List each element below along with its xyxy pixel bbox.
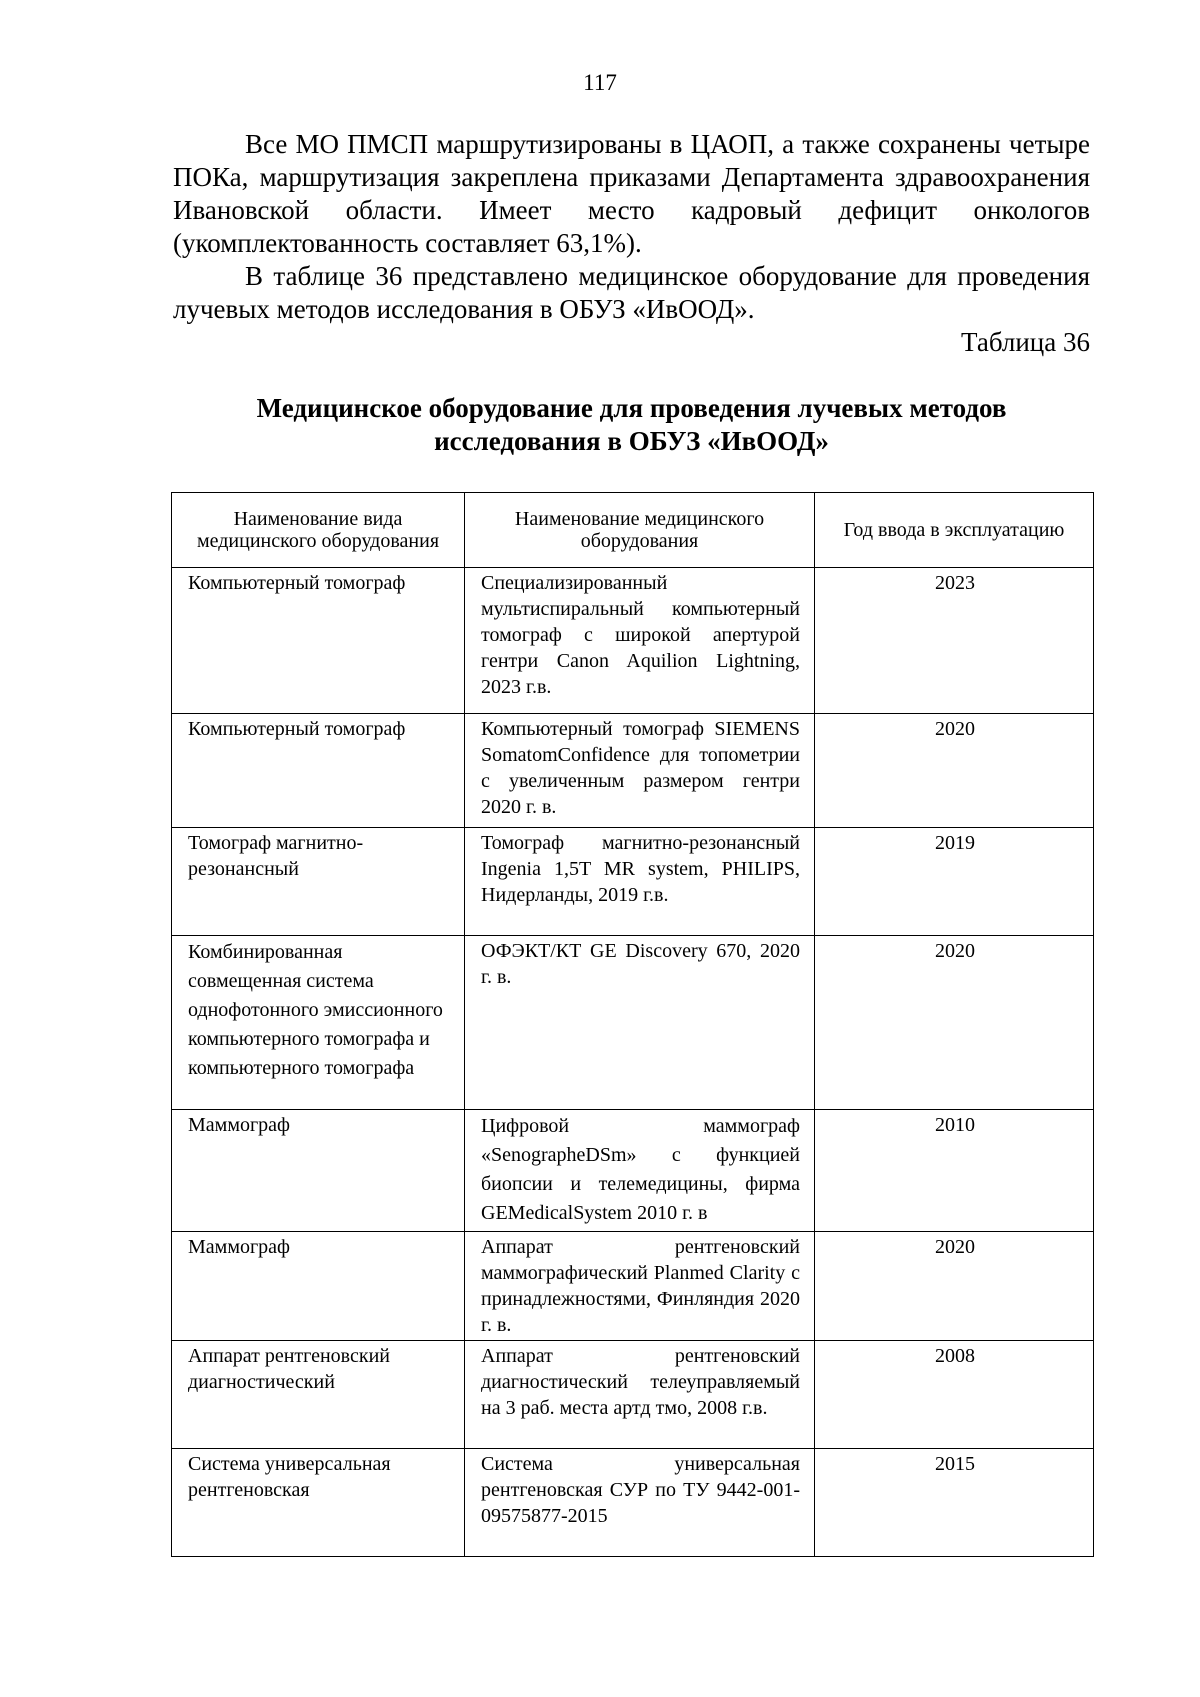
header-equipment-kind: Наименование вида медицинского оборудования: [172, 493, 465, 568]
equipment-kind: Маммограф: [172, 1232, 465, 1341]
paragraph: В таблице 36 представлено медицинское оборудование для проведения лучевых методов исследования в ОБУЗ «ИвООД».: [173, 261, 1090, 324]
table-caption: Таблица 36: [961, 327, 1090, 357]
equipment-kind: Компьютерный томограф: [172, 568, 465, 714]
commissioning-year: 2020: [815, 714, 1094, 828]
equipment-kind: Система универсальная рентгеновская: [172, 1449, 465, 1557]
paragraph: Все МО ПМСП маршрутизированы в ЦАОП, а также сохранены четыре ПОКа, маршрутизация закреплена приказами Департамента здравоохранения Ивановской области. Имеет место кадровый дефицит онкологов (укомплектованность составляет 63,1%).: [173, 129, 1090, 258]
page-number: 117: [583, 70, 617, 95]
equipment-kind: Аппарат рентгеновский диагностический: [172, 1341, 465, 1449]
table-title-line: Медицинское оборудование для проведения лучевых методов: [256, 393, 1007, 423]
header-commissioning-year: Год ввода в эксплуатацию: [815, 493, 1094, 568]
table-title-line: исследования в ОБУЗ «ИвООД»: [434, 426, 829, 456]
equipment-kind: Томограф магнитно-резонансный: [172, 828, 465, 936]
equipment-model: Цифровой маммограф «SenographeDSm» с функцией биопсии и телемедицины, фирма GEMedicalSystem 2010 г. в: [465, 1110, 815, 1232]
body-text: [173, 128, 1090, 326]
equipment-kind: Компьютерный томограф: [172, 714, 465, 828]
table-row: [172, 714, 1094, 828]
equipment-table: [171, 492, 1094, 1557]
commissioning-year: 2020: [815, 936, 1094, 1110]
header-equipment-model: Наименование медицинского оборудования: [465, 493, 815, 568]
table-row: [172, 568, 1094, 714]
equipment-kind: Маммограф: [172, 1110, 465, 1232]
table-row: [172, 828, 1094, 936]
table-row: [172, 1449, 1094, 1557]
table-header-row: [172, 493, 1094, 568]
equipment-model: Аппарат рентгеновский маммографический Planmed Clarity с принадлежностями, Финляндия 2020 г. в.: [465, 1232, 815, 1341]
table-title: [173, 392, 1090, 458]
commissioning-year: 2010: [815, 1110, 1094, 1232]
commissioning-year: 2019: [815, 828, 1094, 936]
table-row: [172, 1232, 1094, 1341]
equipment-kind: Комбинированная совмещенная система однофотонного эмиссионного компьютерного томографа и компьютерного томографа: [172, 936, 465, 1110]
equipment-model: Система универсальная рентгеновская СУР по ТУ 9442-001-09575877-2015: [465, 1449, 815, 1557]
table-row: [172, 936, 1094, 1110]
commissioning-year: 2023: [815, 568, 1094, 714]
table-row: [172, 1110, 1094, 1232]
table-row: [172, 1341, 1094, 1449]
equipment-model: Компьютерный томограф SIEMENS SomatomConfidence для топометрии с увеличенным размером гентри 2020 г. в.: [465, 714, 815, 828]
commissioning-year: 2020: [815, 1232, 1094, 1341]
commissioning-year: 2008: [815, 1341, 1094, 1449]
commissioning-year: 2015: [815, 1449, 1094, 1557]
equipment-model: ОФЭКТ/КТ GE Discovery 670, 2020 г. в.: [465, 936, 815, 1110]
equipment-model: Томограф магнитно-резонансный Ingenia 1,5T MR system, PHILIPS, Нидерланды, 2019 г.в.: [465, 828, 815, 936]
equipment-model: Специализированный мультиспиральный компьютерный томограф с широкой апертурой гентри Canon Aquilion Lightning, 2023 г.в.: [465, 568, 815, 714]
equipment-model: Аппарат рентгеновский диагностический телеуправляемый на 3 раб. места артд тмо, 2008 г.в.: [465, 1341, 815, 1449]
